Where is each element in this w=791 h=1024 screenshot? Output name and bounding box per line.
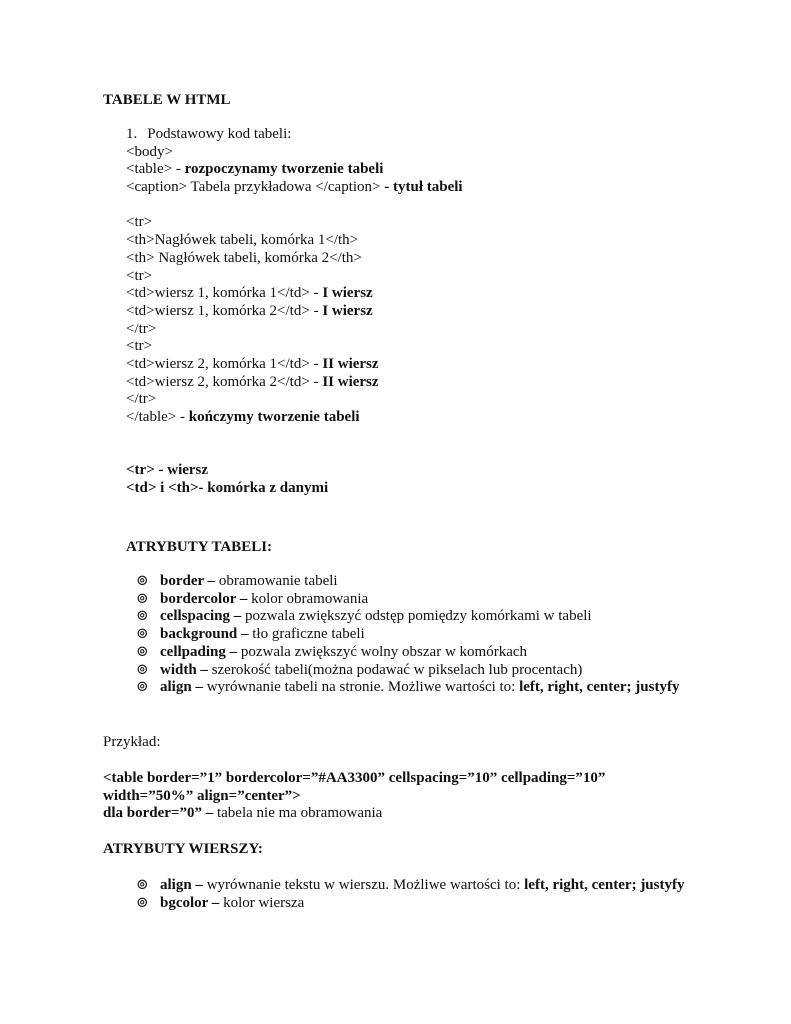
list-item — [136, 877, 696, 895]
code-line-td2 — [126, 303, 746, 321]
code-text: dla border=”0” – — [103, 805, 214, 821]
code-note: I wiersz — [322, 302, 373, 319]
code-text: <td>wiersz 1, komórka 2</td> — [126, 302, 310, 319]
code-line-tr: <tr> — [126, 267, 153, 284]
attr-desc: kolor obramowania — [247, 590, 369, 607]
separator: - — [309, 285, 323, 302]
code-text: <td>wiersz 1, komórka 1</td> — [126, 285, 310, 302]
code-line-td3 — [126, 356, 746, 374]
attr-desc: obramowanie tabeli — [215, 573, 338, 589]
bullet-icon: ⊚ — [136, 643, 149, 660]
code-line-tr-close: </tr> — [126, 320, 157, 337]
separator: - — [309, 373, 323, 390]
attr-desc: pozwala zwiększyć wolny obszar w komórkach — [237, 643, 528, 660]
code-note: II wiersz — [322, 373, 379, 390]
code-line-tr-close: </tr> — [126, 391, 157, 408]
code-line-td4 — [126, 374, 746, 392]
code-line-th2: <th> Nagłówek tabeli, komórka 2</th> — [126, 249, 362, 266]
list-item — [136, 591, 696, 609]
bullet-icon: ⊚ — [136, 590, 149, 607]
code-line-table-close — [126, 409, 746, 427]
code-text: </table> — [126, 409, 177, 425]
code-note: rozpoczynamy tworzenie tabeli — [184, 161, 384, 178]
bullet-icon: ⊚ — [136, 894, 149, 911]
separator: - — [309, 355, 323, 372]
code-line-table — [126, 161, 746, 179]
list-item-1 — [126, 126, 746, 144]
attr-values: left, right, center; justyfy — [524, 877, 685, 893]
attr-name: align – — [160, 679, 203, 696]
code-note: II wiersz — [322, 355, 379, 372]
list-item — [136, 679, 696, 697]
list-item — [136, 662, 696, 680]
attr-name: width – — [160, 661, 208, 678]
example-border0 — [103, 805, 743, 823]
list-item — [136, 626, 696, 644]
code-text: <td>wiersz 2, komórka 2</td> — [126, 373, 310, 390]
attr-values: left, right, center; justyfy — [519, 679, 680, 696]
bullet-icon: ⊚ — [136, 661, 149, 678]
code-note: kończymy tworzenie tabeli — [188, 409, 360, 425]
code-text: <caption> Tabela przykładowa </caption> — [126, 179, 381, 196]
code-line-body: <body> — [126, 143, 173, 160]
attr-name: background – — [160, 626, 249, 643]
attr-name: cellpading – — [160, 643, 238, 660]
separator: - — [309, 302, 323, 319]
legend-tr: <tr> - wiersz — [126, 462, 209, 479]
code-text: <table> — [126, 161, 173, 178]
attr-name: cellspacing – — [160, 608, 242, 625]
code-note: - tytuł tabeli — [380, 179, 463, 196]
attr-desc: wyrównanie tekstu w wierszu. Możliwe wartości to: — [202, 877, 525, 893]
bullet-icon: ⊚ — [136, 679, 149, 696]
list-item — [136, 895, 696, 913]
bullet-icon: ⊚ — [136, 573, 149, 589]
attr-desc: pozwala zwiększyć odstęp pomiędzy komórkami w tabeli — [241, 608, 592, 625]
attr-name: border – — [160, 573, 216, 589]
code-line-td1 — [126, 285, 746, 303]
code-line-caption — [126, 179, 746, 197]
attr-desc: wyrównanie tabeli na stronie. Możliwe wartości to: — [202, 679, 520, 696]
separator: - — [172, 161, 185, 178]
page-title: TABELE W HTML — [103, 92, 231, 108]
list-item — [136, 608, 696, 626]
code-text: <td>wiersz 2, komórka 1</td> — [126, 355, 310, 372]
attr-desc: kolor wiersza — [219, 894, 305, 911]
item-text: Podstawowy kod tabeli: — [147, 126, 292, 142]
table-attributes-heading: ATRYBUTY TABELI: — [126, 539, 273, 555]
table-attributes-list — [136, 573, 696, 697]
code-line-th1: <th>Nagłówek tabeli, komórka 1</th> — [126, 232, 359, 249]
code-note: I wiersz — [322, 285, 373, 302]
item-number: 1. — [126, 126, 138, 142]
separator: - — [176, 409, 189, 425]
example-label: Przykład: — [103, 734, 161, 750]
example-code: <table border=”1” bordercolor=”#AA3300” cellspacing=”10” cellpading=”10” width=”50%” align=”center”> — [103, 770, 606, 804]
basic-table-code — [126, 126, 746, 497]
attr-name: bgcolor – — [160, 894, 220, 911]
bullet-icon: ⊚ — [136, 626, 149, 643]
bullet-icon: ⊚ — [136, 877, 149, 893]
bullet-icon: ⊚ — [136, 608, 149, 625]
attr-desc: tło graficzne tabeli — [248, 626, 365, 643]
list-item — [136, 573, 696, 591]
code-line-tr: <tr> — [126, 214, 153, 231]
code-line-tr: <tr> — [126, 338, 153, 355]
legend-td: <td> i <th>- komórka z danymi — [126, 479, 329, 496]
list-item — [136, 644, 696, 662]
code-desc: tabela nie ma obramowania — [213, 805, 383, 821]
attr-name: bordercolor – — [160, 590, 248, 607]
row-attributes-heading: ATRYBUTY WIERSZY: — [103, 841, 263, 857]
attr-name: align – — [160, 877, 203, 893]
attr-desc: szerokość tabeli(można podawać w pikselach lub procentach) — [207, 661, 583, 678]
row-attributes-list — [136, 877, 696, 912]
